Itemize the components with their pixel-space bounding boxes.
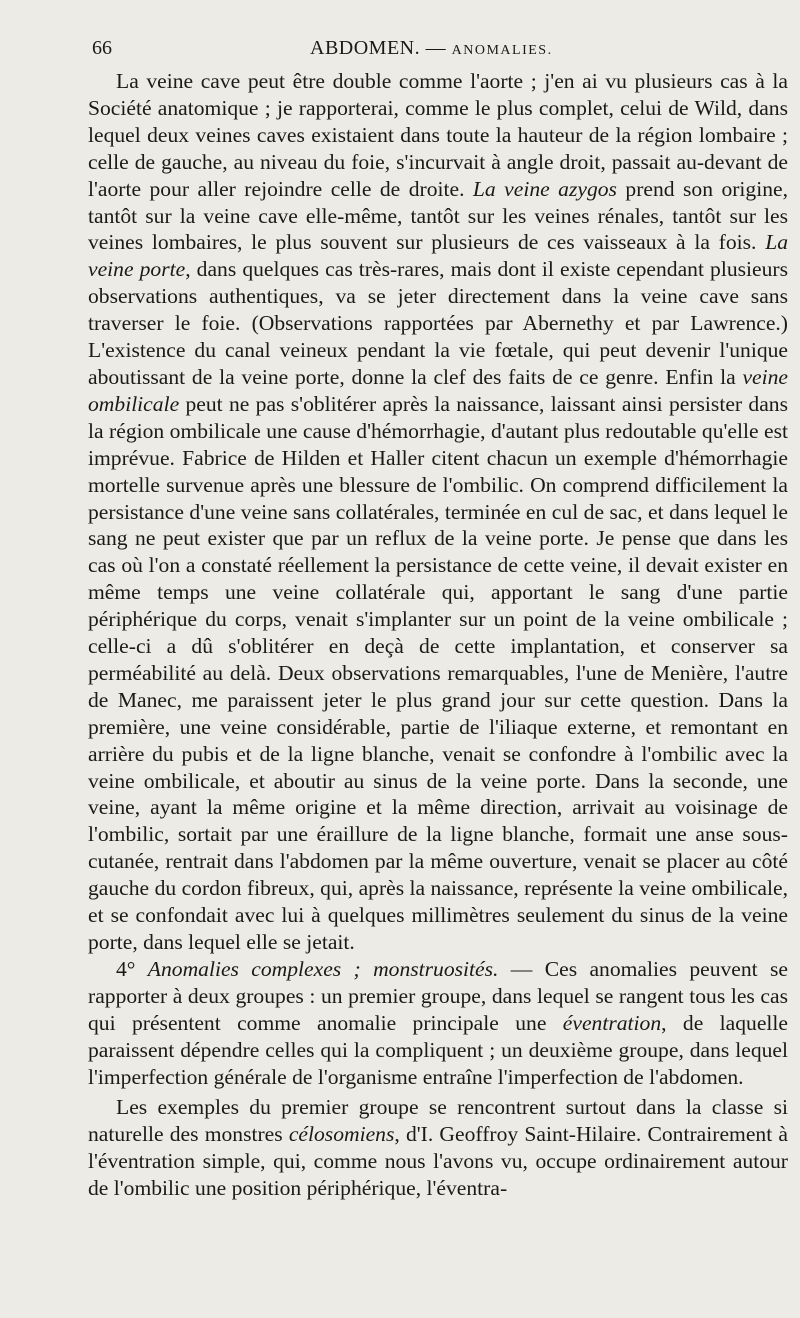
text-run: , dans quelques cas très-rares, mais dont il existe cependant plusieurs observations authentiques, va se jeter directement dans la veine cave sans traverser le foie. (Observations rapportées par Abernethy et par Lawrence.) L'existence du canal veineux pendant la vie fœtale, qui peut devenir l'unique aboutissant de la veine porte, donne la clef des faits de ce genre. Enfin la bbox=[88, 257, 788, 389]
italic-run: La veine azygos bbox=[472, 176, 617, 201]
italic-run: éventration bbox=[562, 1010, 662, 1035]
running-title-sub: ANOMALIES. bbox=[451, 43, 553, 58]
running-title-main: ABDOMEN. bbox=[310, 37, 421, 59]
text-run: prend son origine, tantôt sur la veine cave elle-même, tantôt sur les veines rénales, tantôt sur les veines lombaires, le plus souvent sur plusieurs de ces vaisseaux à la fois. bbox=[88, 176, 789, 255]
paragraph bbox=[88, 1094, 788, 1202]
text-run: , de laquelle paraissent dépendre celles qui la compliquent ; un deuxième groupe, dans lequel l'imperfection générale de l'organisme entraîne l'imperfection de l'abdomen. bbox=[88, 1010, 788, 1089]
text-run: , d'I. Geoffroy Saint-Hilaire. Contrairement à l'éventration simple, qui, comme nous l'avons vu, occupe ordinairement autour de l'ombilic une position périphérique, l'éventra- bbox=[88, 1122, 788, 1201]
text-run: peut ne pas s'oblitérer après la naissance, laissant ainsi persister dans la région ombilicale une cause d'hémorrhagie, d'autant plus redoutable qu'elle est imprévue. Fabrice de Hilden et Haller citent chacun un exemple d'hémorrhagie mortelle survenue après une blessure de l'ombilic. On comprend difficilement la persistance d'une veine sans collatérales, terminée en cul de sac, et dans lequel le sang ne peut exister que par un reflux de la veine porte. Je pense que dans les cas où l'on a constaté réellement la persistance de cette veine, il devait exister en même temps une veine collatérale qui, apportant le sang d'une partie périphérique du corps, venait s'implanter sur un point de la veine ombilicale ; celle-ci a dû s'oblitérer en deçà de cette implantation, et conserver sa perméabilité au delà. Deux observations remarquables, l'une de Menière, l'autre de Manec, me paraissent jeter le plus grand jour sur cette question. Dans la première, une veine considérable, partie de l'iliaque externe, et remontant en arrière du pubis et de la ligne blanche, venait se confondre à l'ombilic avec la veine ombilicale, et aboutir au sinus de la veine porte. Dans la seconde, une veine, ayant la même origine et la même direction, arrivait au voisinage de l'ombilic, sortait par une éraillure de la ligne blanche, formait une anse sous-cutanée, rentrait dans l'abdomen par la même ouverture, venait se placer au côté gauche du cordon fibreux, qui, après la naissance, représente la veine ombilicale, et se confondait avec lui à quelques millimètres seulement du sinus de la veine porte, dans lequel elle se jetait. bbox=[88, 391, 788, 954]
text-run: La veine cave peut être double comme l'aorte ; j'en ai vu plusieurs cas à la Société anatomique ; je rapporterai, comme le plus complet, celui de Wild, dans lequel deux veines caves existaient dans toute la hauteur de la région lombaire ; celle de gauche, au niveau du foie, s'incurvait à angle droit, passait au-devant de l'aorte pour aller rejoindre celle de droite. bbox=[88, 69, 788, 201]
running-head bbox=[88, 30, 790, 66]
running-title bbox=[310, 30, 553, 69]
italic-run: Anomalies complexes ; monstruosités. bbox=[147, 956, 499, 981]
text-run: 4° bbox=[116, 956, 148, 981]
paragraph bbox=[88, 68, 788, 956]
text-run: — Ces anomalies peuvent se rapporter à deux groupes : un premier groupe, dans lequel se rangent tous les cas qui présentent comme anomalie principale une bbox=[88, 956, 788, 1035]
text-run: Les exemples du premier groupe se rencontrent surtout dans la classe si naturelle des monstres bbox=[88, 1095, 788, 1147]
italic-run: veine ombilicale bbox=[88, 364, 788, 416]
italic-run: célosomiens bbox=[288, 1122, 395, 1147]
italic-run: La veine porte bbox=[88, 230, 788, 282]
body-text bbox=[88, 68, 788, 1202]
page-number: 66 bbox=[92, 37, 112, 59]
running-title-separator: — bbox=[425, 37, 447, 59]
paragraph bbox=[88, 956, 788, 1091]
